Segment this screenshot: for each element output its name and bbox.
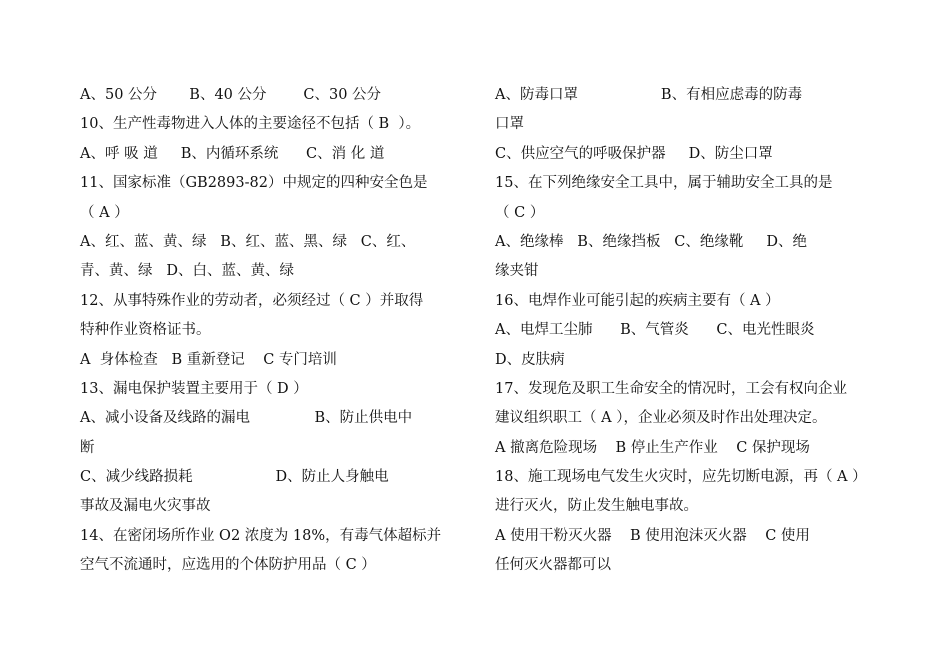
- text-line: 12、从事特殊作业的劳动者，必须经过（ C ）并取得: [80, 292, 424, 309]
- text-line: 口罩: [495, 116, 524, 133]
- right-column: [495, 81, 875, 581]
- text-line: 青、黄、绿 D、白、蓝、黄、绿: [80, 263, 294, 280]
- text-line: 16、电焊作业可能引起的疾病主要有（ A ）: [495, 292, 780, 309]
- text-line: A 撤离危险现场 B 停止生产作业 C 保护现场: [495, 439, 810, 456]
- text-line: A、红、蓝、黄、绿 B、红、蓝、黑、绿 C、红、: [80, 233, 416, 250]
- text-line: C、减少线路损耗 D、防止人身触电: [80, 469, 389, 486]
- text-line: 11、国家标准（GB2893-82）中规定的四种安全色是: [80, 175, 428, 192]
- text-line: 断: [80, 439, 95, 456]
- text-line: 事故及漏电火灾事故: [80, 498, 211, 515]
- text-line: A、电焊工尘肺 B、气管炎 C、电光性眼炎: [495, 322, 815, 339]
- text-line: 13、漏电保护装置主要用于（ D ）: [80, 380, 308, 397]
- text-line: 18、施工现场电气发生火灾时，应先切断电源，再（ A ）: [495, 469, 867, 486]
- text-line: D、皮肤病: [495, 351, 565, 368]
- text-line: 15、在下列绝缘安全工具中，属于辅助安全工具的是: [495, 175, 833, 192]
- text-line: 缘夹钳: [495, 263, 539, 280]
- text-line: C、供应空气的呼吸保护器 D、防尘口罩: [495, 145, 773, 162]
- text-line: 17、发现危及职工生命安全的情况时，工会有权向企业: [495, 380, 847, 397]
- text-line: A、防毒口罩 B、有相应虑毒的防毒: [495, 87, 803, 103]
- left-column: [80, 81, 460, 581]
- text-line: 14、在密闭场所作业 O2 浓度为 18%，有毒气体超标并: [80, 527, 442, 544]
- text-line: （ A ）: [80, 204, 129, 221]
- text-line: 特种作业资格证书。: [80, 322, 211, 339]
- text-line: 10、生产性毒物进入人体的主要途径不包括（ B ）。: [80, 116, 421, 133]
- text-line: A 身体检查 B 重新登记 C 专门培训: [80, 351, 337, 368]
- text-line: 建议组织职工（ A ），企业必须及时作出处理决定。: [495, 410, 827, 427]
- text-line: 任何灭火器都可以: [495, 557, 611, 574]
- text-line: A 使用干粉灭火器 B 使用泡沫灭火器 C 使用: [495, 527, 810, 544]
- text-line: 空气不流通时，应选用的个体防护用品（ C ）: [80, 557, 376, 574]
- text-line: A、减小设备及线路的漏电 B、防止供电中: [80, 410, 413, 427]
- text-line: 进行灭火，防止发生触电事故。: [495, 498, 698, 515]
- text-line: （ C ）: [495, 204, 545, 221]
- text-line: A、呼 吸 道 B、内循环系统 C、消 化 道: [80, 145, 385, 162]
- text-line: A、绝缘棒 B、绝缘挡板 C、绝缘靴 D、绝: [495, 233, 808, 250]
- text-line: A、50 公分 B、40 公分 C、30 公分: [80, 87, 382, 103]
